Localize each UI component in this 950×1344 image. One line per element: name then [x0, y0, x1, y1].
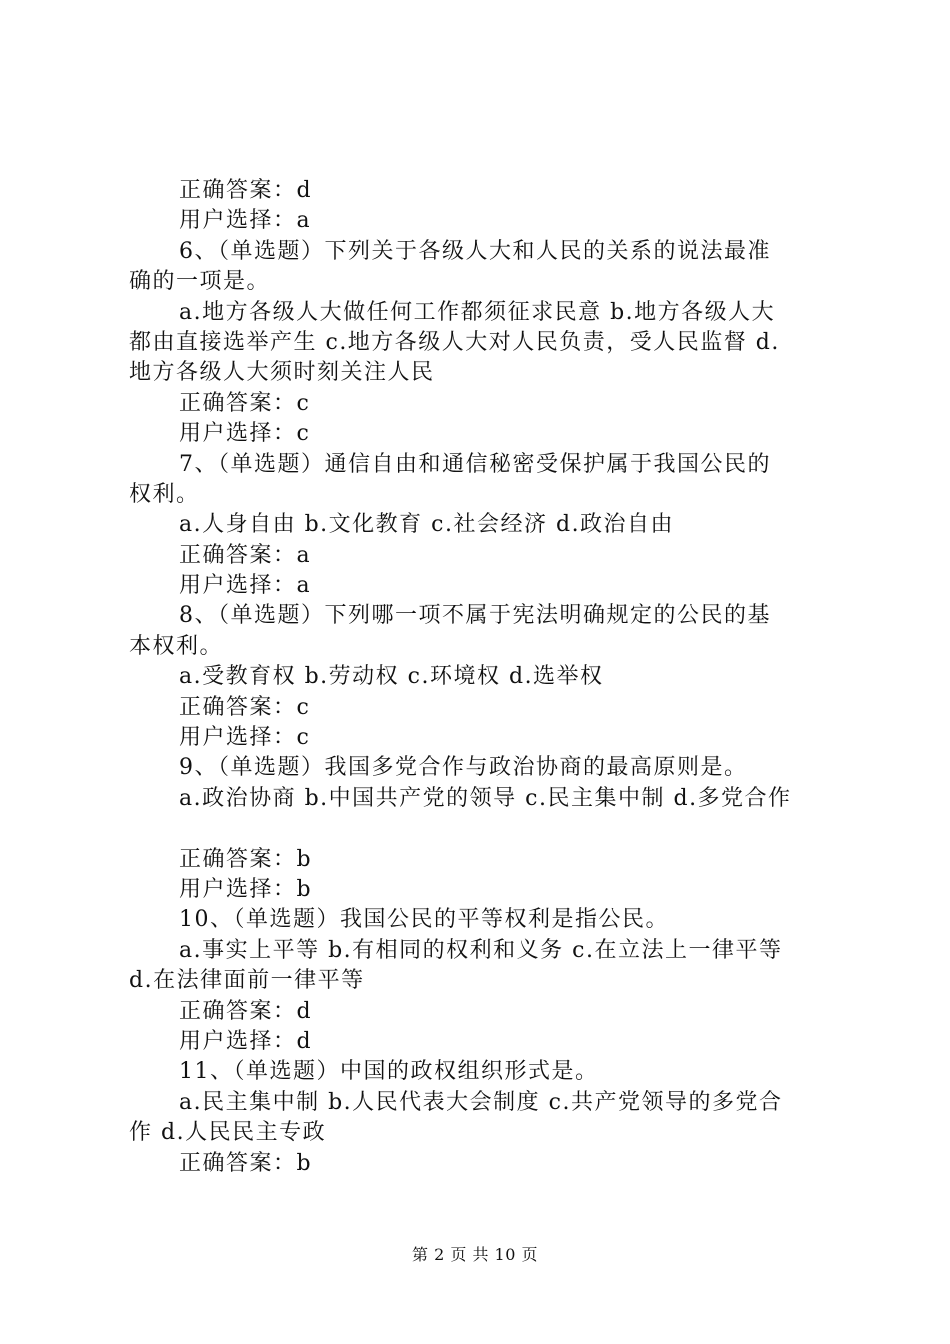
question-7-text-cont: 权利。 — [129, 481, 200, 507]
user-choice-line: 用户选择：c — [179, 725, 311, 751]
answer-line: 正确答案：d — [179, 178, 313, 203]
question-11-text: 11、（单选题）中国的政权组织形式是。 — [179, 1059, 599, 1085]
user-choice-line: 用户选择：d — [179, 1028, 313, 1054]
question-6-options-cont: 地方各级人大须时刻关注人民 — [129, 360, 435, 386]
question-8-text-cont: 本权利。 — [129, 633, 224, 659]
question-11-options-cont: 作 d.人民民主专政 — [129, 1120, 327, 1146]
question-8-text: 8、（单选题）下列哪一项不属于宪法明确规定的公民的基 — [179, 603, 771, 629]
question-9-options: a.政治协商 b.中国共产党的领导 c.民主集中制 d.多党合作 — [179, 785, 792, 811]
answer-line: 正确答案：a — [179, 542, 312, 568]
user-choice-line: 用户选择：a — [179, 573, 312, 599]
user-choice-line: 用户选择：a — [179, 208, 312, 234]
answer-line: 正确答案：b — [179, 846, 313, 872]
question-6-text: 6、（单选题）下列关于各级人大和人民的关系的说法最准 — [179, 238, 771, 264]
question-7-text: 7、（单选题）通信自由和通信秘密受保护属于我国公民的 — [179, 451, 771, 477]
document-body — [129, 176, 833, 1179]
blank-line — [129, 814, 833, 844]
answer-line: 正确答案：c — [179, 694, 311, 720]
question-8-options: a.受教育权 b.劳动权 c.环境权 d.选举权 — [179, 664, 604, 690]
question-7-options: a.人身自由 b.文化教育 c.社会经济 d.政治自由 — [179, 512, 675, 538]
question-10-options-cont: d.在法律面前一律平等 — [129, 968, 365, 994]
question-9-text: 9、（单选题）我国多党合作与政治协商的最高原则是。 — [179, 755, 748, 781]
question-6-options: a.地方各级人大做任何工作都须征求民意 b.地方各级人大 — [179, 299, 776, 325]
question-10-options: a.事实上平等 b.有相同的权利和义务 c.在立法上一律平等 — [179, 937, 783, 963]
question-6-text-cont: 确的一项是。 — [129, 269, 271, 295]
question-11-options: a.民主集中制 b.人民代表大会制度 c.共产党领导的多党合 — [179, 1089, 783, 1115]
answer-line: 正确答案：c — [179, 390, 311, 416]
answer-line: 正确答案：b — [179, 1150, 313, 1176]
question-6-options-cont: 都由直接选举产生 c.地方各级人大对人民负责，受人民监督 d. — [129, 329, 780, 355]
answer-line: 正确答案：d — [179, 998, 313, 1024]
page-number: 第 2 页 共 10 页 — [412, 1245, 538, 1264]
question-10-text: 10、（单选题）我国公民的平等权利是指公民。 — [179, 907, 669, 933]
page-footer — [0, 1245, 950, 1265]
user-choice-line: 用户选择：c — [179, 421, 311, 447]
user-choice-line: 用户选择：b — [179, 876, 313, 902]
